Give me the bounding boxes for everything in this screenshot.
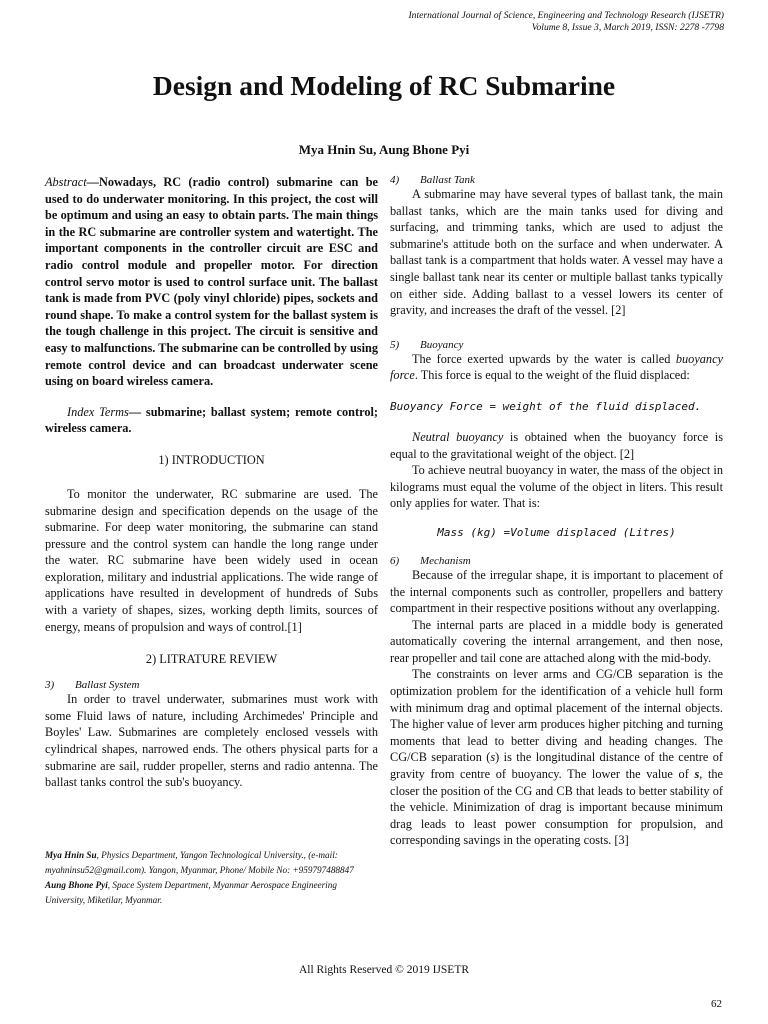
footnote-author1-text: , Physics Department, Yangon Technological University., (e-mail: myahninsu52@gmail.com). Yangon, Myanmar, Phone/ Mobile No: +959797488847 (45, 850, 354, 875)
author-footnote (45, 848, 378, 908)
subsection-title: Buoyancy (420, 338, 464, 351)
subsection-number: 6) (390, 554, 400, 567)
journal-header (408, 10, 724, 34)
right-column (390, 174, 723, 849)
section-heading-literature-review: 2) LITRATURE REVIEW (145, 652, 278, 667)
index-terms (45, 404, 378, 437)
ballast-tank-text: A submarine may have several types of ballast tank, the main ballast tanks, which are the main tanks used for diving and surfacing, and trimming tanks, which are used to adjust the submarine's attitude both on the surface and when underwater. A ballast tank is a compartment that holds water. A vessel may have a single ballast tank near its center or multiple ballast tanks typically on either side. Adding ballast to a vessel lowers its center of gravity, and increases the draft of the vessel. [2] (390, 187, 723, 318)
journal-name: International Journal of Science, Engineering and Technology Research (IJSETR) (408, 10, 724, 21)
neutral-buoyancy-term: Neutral buoyancy (412, 429, 504, 444)
mass-formula: Mass (kg) =Volume displaced (Litres) (437, 525, 676, 539)
mechanism-text-2: The internal parts are placed in a middle body is generated automatically covering the internal arrangement, and then nose, rear propeller and tail cone are attached along with the mid-body. (390, 617, 723, 665)
subsection-number: 4) (390, 174, 400, 186)
buoyancy-formula: Buoyancy Force = weight of the fluid displaced. (390, 399, 702, 413)
footnote-author2-text: , Space System Department, Myanmar Aerospace Engineering University, Miketilar, Myanmar. (45, 880, 337, 905)
index-terms-text: submarine; ballast system; remote control; wireless camera. (45, 404, 378, 436)
mechanism-text-1: Because of the irregular shape, it is important to placement of the internal components such as controller, propellers and battery compartment in their respective positions without any overlapping. (390, 567, 723, 616)
neutral-buoyancy-def: is obtained when the buoyancy force is equal to the gravitational weight of the object. [2] (390, 429, 723, 461)
index-terms-dash: — (128, 404, 142, 419)
page-number: 62 (711, 998, 722, 1010)
abstract-label: Abstract (45, 175, 87, 189)
footnote-author2-name: Aung Bhone Pyi (45, 880, 108, 890)
left-column (45, 174, 378, 791)
mechanism-text-3b: ) is the longitudinal distance of the centre of gravity from centre of buoyancy. The lower the value of (390, 750, 723, 782)
abstract-text: Nowadays, RC (radio control) submarine can be used to do underwater monitoring. In this project, the cost will be optimum and using an easy to obtain parts. The main things in the RC submarine are controller system and watertight. The important components in the controller circuit are ESC and radio control module and propeller motor. For direction control servo motor is used to control surface unit. The ballast tank is made from PVC (poly vinyl chloride) pipes, sockets and round shape. To make a control system for the ballast system is the tough challenge in this project. The circuit is sensitive and easy to malfunctions. The submarine can be controlled by using remote control device and can broadcast underwater scene using on board wireless camera. (45, 175, 378, 389)
mechanism-s-symbol: s (490, 750, 496, 765)
footnote-author1-name: Mya Hnin Su (45, 850, 97, 860)
paper-title: Design and Modeling of RC Submarine (152, 70, 616, 101)
journal-volume: Volume 8, Issue 3, March 2019, ISSN: 2278 -7798 (531, 22, 724, 33)
subsection-number: 3) (45, 679, 55, 692)
authors: Mya Hnin Su, Aung Bhone Pyi (298, 142, 470, 157)
buoyancy-text (390, 351, 723, 384)
subsection-title: Ballast Tank (420, 174, 475, 186)
mechanism-text-3a: The constraints on lever arms and CG/CB separation is the optimization problem for the identification of a vehicle hull form with minimum drag and optimal placement of the internal objects. The higher value of lever arm produces higher pitching and turning moments that lead to better diving and heading changes. The CG/CB separation ( (390, 667, 723, 765)
section-heading-introduction: 1) INTRODUCTION (158, 452, 265, 467)
subsection-heading-buoyancy (390, 339, 723, 351)
index-terms-label: Index Terms (67, 404, 129, 419)
footnote-author1 (45, 848, 378, 878)
abstract (45, 174, 378, 390)
subsection-title: Ballast System (75, 679, 140, 692)
ballast-system-text: In order to travel underwater, submarines must work with some Fluid laws of nature, including Archimedes' Principle and Boyles' Law. Submarines are completely enclosed vessels with cylindrical shapes, narrowed ends. The others physical parts for a submarine are sail, rudder propeller, sterns and radio antenna. The ballast tanks control the sub's buoyancy. (45, 692, 378, 790)
mechanism-text-3 (390, 666, 723, 849)
subsection-number: 5) (390, 338, 400, 351)
copyright-footer: All Rights Reserved © 2019 IJSETR (298, 964, 470, 976)
mechanism-s-symbol-bold: s (694, 767, 700, 782)
subsection-heading-mechanism (390, 555, 723, 567)
subsection-heading-ballast-system (45, 679, 378, 691)
buoyancy-term: buoyancy force (390, 351, 723, 383)
abstract-dash: — (86, 175, 99, 189)
subsection-heading-ballast-tank (390, 174, 723, 186)
buoyancy-text-b: . This force is equal to the weight of the fluid displaced: (414, 368, 690, 383)
introduction-text: To monitor the underwater, RC submarine are used. The submarine design and specification depends on the usage of the submarine. For deep water monitoring, the submarine can stand pressure and the control system can handle the long range under the water. RC submarine have been widely used in ocean exploration, military and industrial applications. The wide range of applications have resulted in development of hundreds of Subs with a variety of shapes, sizes, working depth limits, sources of energy, means of propulsion and ways of control.[1] (45, 486, 378, 634)
footnote-author2 (45, 878, 378, 908)
subsection-title: Mechanism (420, 554, 471, 567)
buoyancy-text-a: The force exerted upwards by the water is called (412, 351, 676, 366)
neutral-buoyancy-text (390, 429, 723, 462)
mechanism-text-3c: , the closer the position of the CG and CB that leads to better stability of the vehicle. Minimization of drag is important because minimum drag leads to least power consumption for propulsion, and corresponding savings in the operating costs. [3] (390, 767, 724, 848)
neutral-buoyancy-text-2: To achieve neutral buoyancy in water, the mass of the object in kilograms must equal the volume of the object in liters. This result only applies for water. That is: (390, 463, 723, 511)
